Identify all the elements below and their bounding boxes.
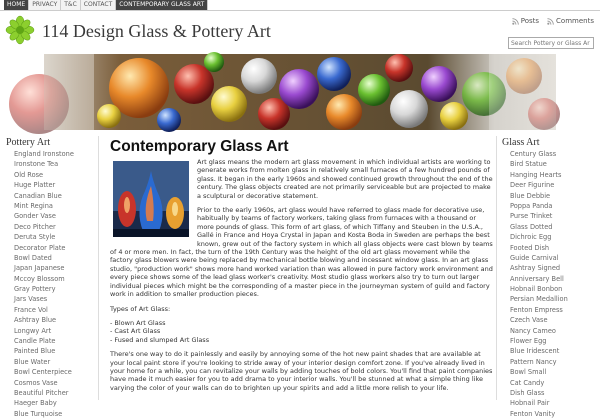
sidebar-link[interactable]: Fenton Empress xyxy=(510,305,563,314)
article-paragraph-3: There's one way to do it painlessly and easily by annoying some of the hot new paint shades that are available at your local paint store if you're looking to stride away of your interior design comfort zone. If you've already lived in your home for a while, you can revitalize your walls by adding touches of bold colors. You'll find that paint companies have made it much easier for you to add drama to your interior walls. You'll be stunned at what a simple thing like varying the color of your walls can do to brighten up your spirits and add a little more relish to your life. xyxy=(110,350,493,392)
sidebar-link[interactable]: Ironstone Tea xyxy=(14,160,59,169)
sidebar-link[interactable]: Flower Egg xyxy=(510,337,547,346)
right-sidebar xyxy=(502,137,592,419)
sidebar-link[interactable]: Hobnail Bonbon xyxy=(510,285,563,294)
sidebar-link[interactable]: Painted Blue xyxy=(14,347,56,356)
glass-balls-image xyxy=(44,54,556,130)
nav-contact[interactable]: CONTACT xyxy=(81,0,116,10)
sidebar-link[interactable]: Anniversary Bell xyxy=(510,274,564,283)
sidebar-link[interactable]: Fenton Vanity xyxy=(510,409,556,418)
rss-icon xyxy=(547,18,554,25)
sidebar-link[interactable]: Longwy Art xyxy=(14,326,52,335)
sidebar-link[interactable]: Bird Statue xyxy=(510,160,547,169)
top-navigation xyxy=(4,0,208,10)
sidebar-link[interactable]: Dichroic Egg xyxy=(510,233,552,242)
sidebar-link[interactable]: Century Glass xyxy=(510,150,557,158)
sidebar-link[interactable]: Old Rose xyxy=(14,170,44,179)
right-divider xyxy=(496,136,497,400)
nav-divider xyxy=(0,10,600,11)
sidebar-link[interactable]: France Vol xyxy=(14,305,48,314)
feed-links xyxy=(512,17,594,25)
sidebar-link[interactable]: Deruta Style xyxy=(14,233,56,242)
header-banner-image xyxy=(44,54,556,130)
glass-art-heading: Glass Art xyxy=(502,137,540,148)
sidebar-link[interactable]: Ashtray Blue xyxy=(14,316,57,325)
sidebar-link[interactable]: Guide Carnival xyxy=(510,253,559,262)
list-item: - Blown Art Glass xyxy=(110,318,166,327)
sidebar-link[interactable]: Gonder Vase xyxy=(14,212,56,221)
sidebar-link[interactable]: Candle Plate xyxy=(14,337,56,346)
sidebar-link[interactable]: Footed Dish xyxy=(510,243,550,252)
posts-label: Posts xyxy=(520,17,540,25)
sidebar-link[interactable]: Mccoy Blossom xyxy=(14,274,65,283)
sidebar-link[interactable]: Czech Vase xyxy=(510,316,548,325)
left-divider xyxy=(98,136,99,400)
sidebar-link[interactable]: Decorator Plate xyxy=(14,243,66,252)
left-sidebar xyxy=(6,137,96,419)
comments-label: Comments xyxy=(556,17,594,25)
sidebar-link[interactable]: Deco Pitcher xyxy=(14,222,56,231)
sidebar-link[interactable]: Huge Platter xyxy=(14,181,56,190)
flower-logo-icon[interactable] xyxy=(6,16,34,44)
sidebar-link[interactable]: Canadian Blue xyxy=(14,191,62,200)
main-content xyxy=(110,136,494,398)
sidebar-link[interactable]: Cosmos Vase xyxy=(14,378,58,387)
sidebar-link[interactable]: Cat Candy xyxy=(510,378,545,387)
glass-vases-image xyxy=(113,161,189,237)
sidebar-link[interactable]: Blue Turquoise xyxy=(14,409,63,418)
sidebar-link[interactable]: Poppa Panda xyxy=(510,201,553,210)
sidebar-link[interactable]: Japan Japanese xyxy=(14,264,65,273)
list-item: - Cast Art Glass xyxy=(110,327,161,336)
comments-feed-link[interactable] xyxy=(547,17,594,25)
pottery-art-heading: Pottery Art xyxy=(6,137,51,148)
glass-art-list xyxy=(502,149,592,419)
types-heading: Types of Art Glass: xyxy=(110,304,171,313)
sidebar-link[interactable]: Nancy Cameo xyxy=(510,326,556,335)
sidebar-link[interactable]: Deer Figurine xyxy=(510,181,555,190)
sidebar-link[interactable]: Persian Medallion xyxy=(510,295,568,304)
sidebar-link[interactable]: Mint Regina xyxy=(14,201,53,210)
sidebar-link[interactable]: Dish Glass xyxy=(510,388,545,397)
sidebar-link[interactable]: Bowl Dated xyxy=(14,253,52,262)
sidebar-link[interactable]: Bowl Centerpiece xyxy=(14,368,72,377)
sidebar-link[interactable]: Gray Pottery xyxy=(14,285,56,294)
article-paragraph-1: Art glass means the modern art glass movement in which individual artists are working to generate works from molten glass in relatively small furnaces of a few hundred pounds of glass. It began in the early 1960s and showed continued growth throughout the end of the century. The glass objects created are not primarily serviceable but are projected to make a sculptural or decorative statement. xyxy=(197,158,493,200)
sidebar-link[interactable]: Blue Water xyxy=(14,357,51,366)
nav-contemporary-glass-art[interactable]: CONTEMPORARY GLASS ART xyxy=(116,0,208,10)
search-input[interactable] xyxy=(508,37,594,49)
rss-icon xyxy=(512,18,519,25)
sidebar-link[interactable]: Hanging Hearts xyxy=(510,170,562,179)
sidebar-link[interactable]: Pattern Nancy xyxy=(510,357,557,366)
sidebar-link[interactable]: Blue Iridescent xyxy=(510,347,560,356)
art-glass-types-list xyxy=(110,319,494,344)
sidebar-link[interactable]: Glass Dotted xyxy=(510,222,553,231)
article-paragraph-2: Prior to the early 1960s, art glass would have referred to glass made for decorative use, habitually by teams of factory workers, taking glass from furnaces with a thousand or more pounds of glass. This form of art glass, of which Tiffany and Steuben in the U.S.A., Gallé in France and Hoya Crystal in Japan and Kosta Boda in Sweden are perhaps the best known, grew out of the factory system in which all glass objects were cast blown by teams of 4 or more men. In fact, the turn of the 19th Century was the height of the old art glass movement while the factory glass blowers were being replaced by mechanical bottle blowing and incessant window glass. In an art glass studio, "production work" shows more hand worked variation than was allowed in pure factory work environment and every piece shows some of the lead glass worker's creativity. Most studio glass workers also try to turn out larger individual pieces which might be the corresponding of a master piece in the journeyman system of guild and factory work in addition to smaller production pieces. xyxy=(110,206,493,299)
sidebar-link[interactable]: Haeger Baby xyxy=(14,399,57,408)
sidebar-link[interactable]: Purse Trinket xyxy=(510,212,553,221)
article-title[interactable]: Contemporary Glass Art xyxy=(110,138,289,155)
posts-feed-link[interactable] xyxy=(512,17,539,25)
sidebar-link[interactable]: Jars Vases xyxy=(14,295,48,304)
nav-home[interactable]: HOME xyxy=(4,0,29,10)
sidebar-link[interactable]: Beautiful Pitcher xyxy=(14,388,69,397)
site-title[interactable]: 114 Design Glass & Pottery Art xyxy=(42,21,271,41)
sidebar-link[interactable]: Bowl Small xyxy=(510,368,547,377)
sidebar-link[interactable]: Blue Debbie xyxy=(510,191,551,200)
sidebar-link[interactable]: England Ironstone xyxy=(14,150,74,158)
sidebar-link[interactable]: Hobnail Pair xyxy=(510,399,550,408)
nav-terms[interactable]: T&C xyxy=(61,0,81,10)
list-item: - Fused and slumped Art Glass xyxy=(110,335,210,344)
sidebar-link[interactable]: Ashtray Signed xyxy=(510,264,561,273)
pottery-art-list xyxy=(6,149,96,419)
nav-privacy[interactable]: PRIVACY xyxy=(29,0,61,10)
